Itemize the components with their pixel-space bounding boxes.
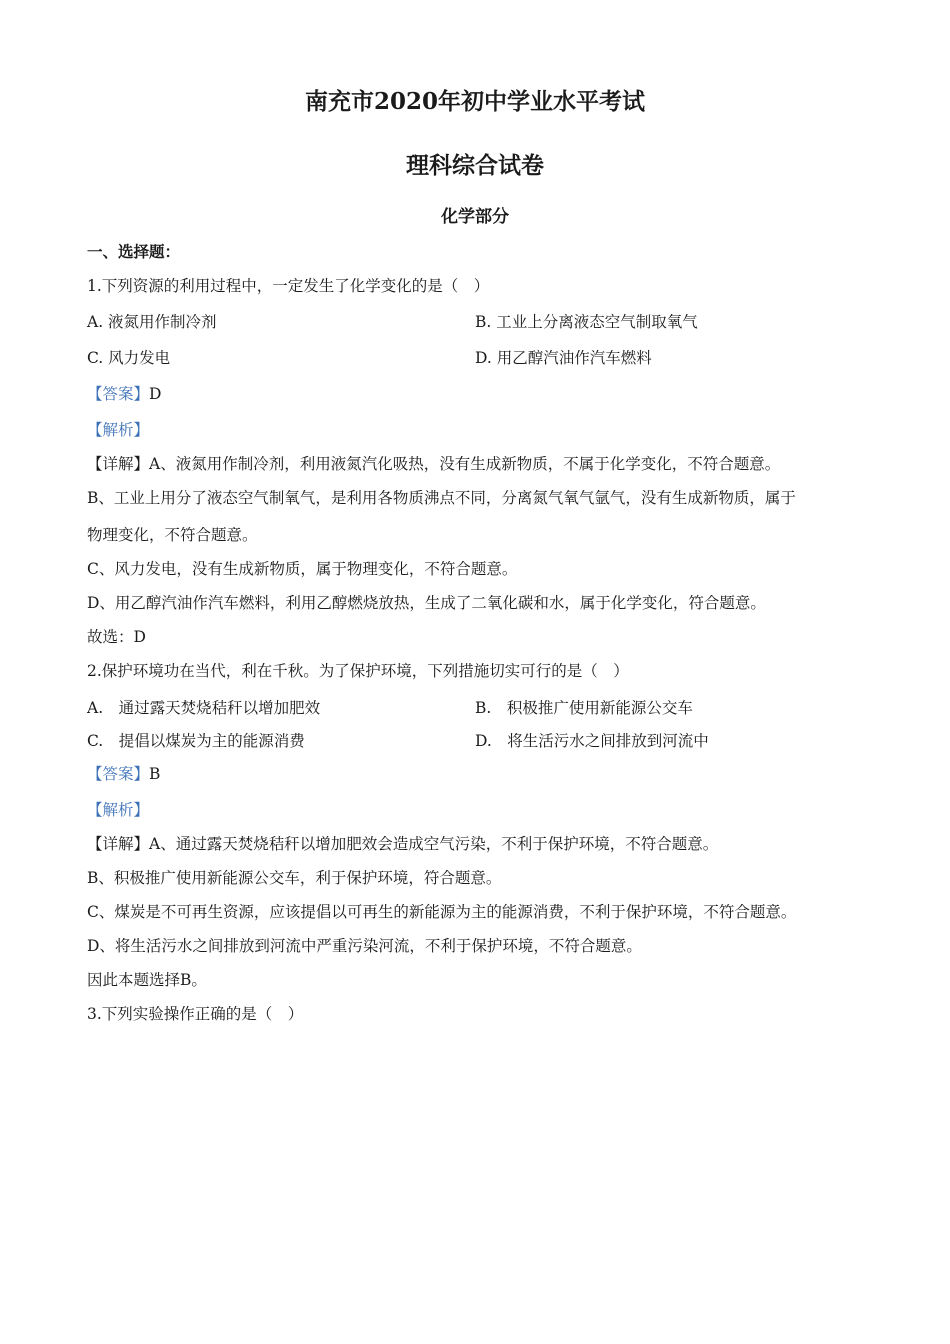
question-1-detail-line: 【详解】A、液氮用作制冷剂，利用液氮汽化吸热，没有生成新物质，不属于化学变化，不符合题意。 [87, 455, 781, 473]
question-2-detail-line: B、积极推广使用新能源公交车，利于保护环境，符合题意。 [87, 869, 502, 887]
question-2-detail-line: 【详解】A、通过露天焚烧秸秆以增加肥效会造成空气污染，不利于保护环境，不符合题意。 [87, 835, 719, 853]
answer-value: B [149, 765, 161, 783]
question-2-stem: 2.保护环境功在当代，利在千秋。为了保护环境，下列措施切实可行的是（ ） [87, 662, 629, 680]
question-2-analysis-tag: 【解析】 [87, 801, 150, 819]
question-1-detail-line: D、用乙醇汽油作汽车燃料，利用乙醇燃烧放热，生成了二氧化碳和水，属于化学变化，符合题意。 [87, 594, 766, 612]
question-2-detail-line: 因此本题选择B。 [87, 971, 207, 989]
question-1-option-b: B. 工业上分离液态空气制取氧气 [475, 313, 698, 331]
question-1-stem: 1.下列资源的利用过程中，一定发生了化学变化的是（ ） [87, 277, 490, 295]
question-1-detail-line: C、风力发电，没有生成新物质，属于物理变化，不符合题意。 [87, 560, 518, 578]
question-2-option-a: A. 通过露天焚烧秸秆以增加肥效 [87, 699, 321, 717]
question-3-stem: 3.下列实验操作正确的是（ ） [87, 1005, 304, 1023]
exam-subtitle: 理科综合试卷 [406, 152, 544, 179]
exam-title: 南充市2020年初中学业水平考试 [304, 88, 645, 115]
question-1-detail-line: 物理变化，不符合题意。 [87, 526, 258, 544]
section-title: 化学部分 [441, 207, 509, 227]
answer-value: D [149, 385, 162, 403]
question-1-answer [87, 381, 161, 407]
question-2-option-d: D. 将生活污水之间排放到河流中 [475, 732, 709, 750]
question-1-option-c: C. 风力发电 [87, 349, 171, 367]
answer-tag: 【答案】 [87, 765, 150, 783]
question-2-option-b: B. 积极推广使用新能源公交车 [475, 699, 693, 717]
question-2-detail-line: C、煤炭是不可再生资源，应该提倡以可再生的新能源为主的能源消费，不利于保护环境，不符合题意。 [87, 903, 797, 921]
question-2-answer [87, 761, 160, 787]
question-2-detail-line: D、将生活污水之间排放到河流中严重污染河流，不利于保护环境，不符合题意。 [87, 937, 642, 955]
question-1-analysis-tag: 【解析】 [87, 421, 150, 439]
question-2-option-c: C. 提倡以煤炭为主的能源消费 [87, 732, 305, 750]
question-1-option-a: A. 液氮用作制冷剂 [87, 313, 217, 331]
question-1-option-d: D. 用乙醇汽油作汽车燃料 [475, 349, 652, 367]
answer-tag: 【答案】 [87, 385, 150, 403]
question-1-detail-line: B、工业上用分了液态空气制氧气，是利用各物质沸点不同，分离氮气氧气氩气，没有生成新物质，属于 [87, 489, 796, 507]
part-heading: 一、选择题： [87, 242, 181, 261]
question-1-detail-line: 故选：D [87, 628, 146, 646]
